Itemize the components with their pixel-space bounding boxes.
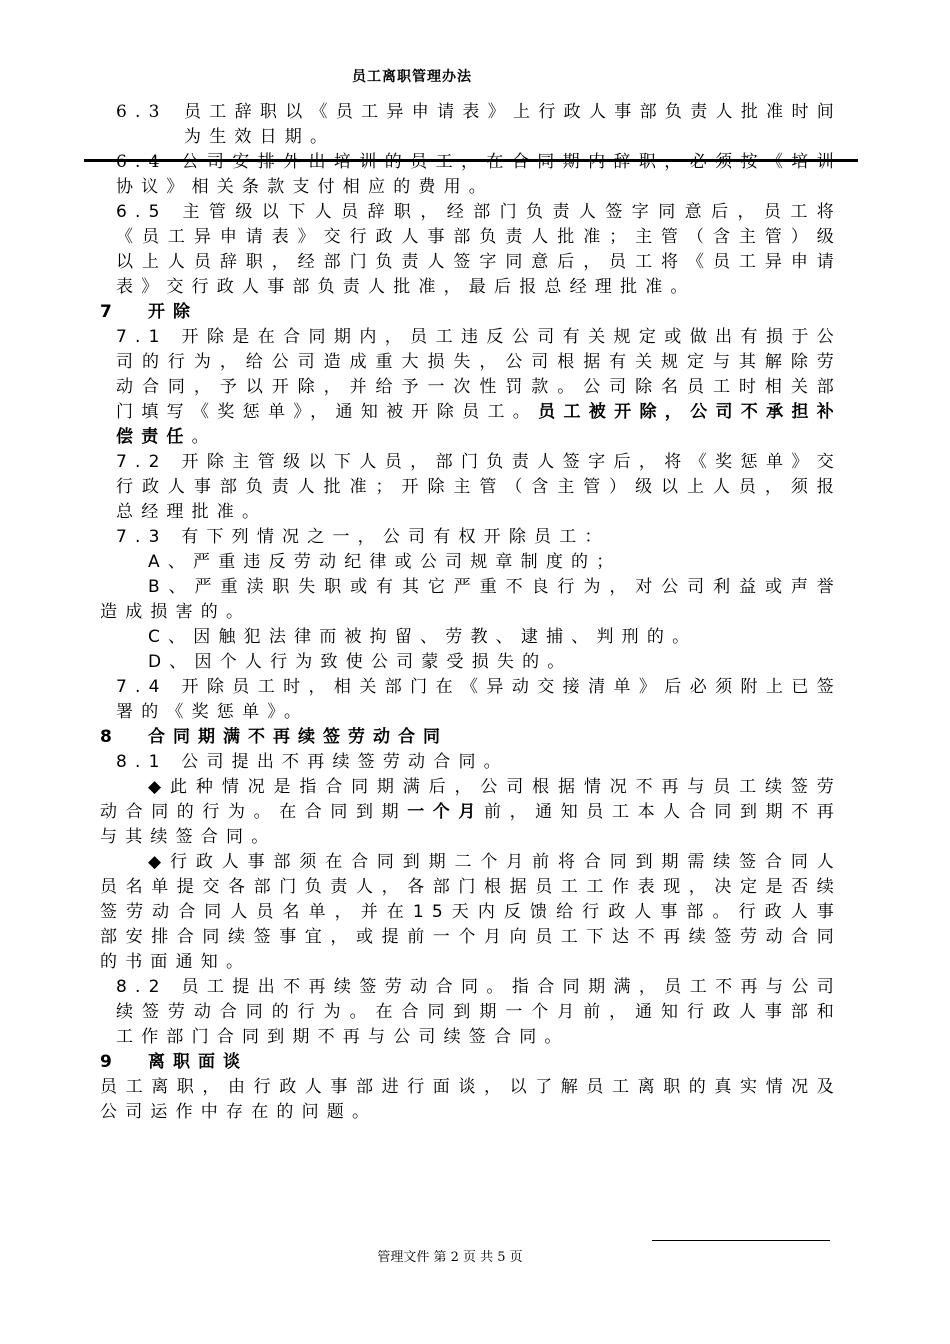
- section-number: 9: [100, 1052, 120, 1072]
- section-8-heading: [100, 725, 842, 750]
- clause-7-3: 7.3 有下列情况之一，公司有权开除员工：: [116, 527, 610, 547]
- clause-6-4: 6.4 公司安排外出培训的员工，在合同期内辞职，必须按《培训协议》相关条款支付相应的费用。: [116, 152, 842, 197]
- section-title: 开除: [148, 302, 198, 322]
- clause-7-4: 7.4 开除员工时，相关部门在《异动交接清单》后必须附上已签署的《奖惩单》。: [116, 677, 842, 722]
- bullet-end: 前，通知员工本人合同到期不再与其续签合同。: [100, 802, 842, 847]
- bullet-text: ◆此种情况是指合同期满后，公司根据情况不再与员工续签劳动合同的行为。在合同到期: [100, 777, 842, 822]
- bullet-item-1: [100, 775, 842, 850]
- clause-text: 员工辞职以《员工异申请表》上行政人事部负责人批准时间为生效日期。: [184, 102, 842, 147]
- bold-emphasis: 一个月: [407, 802, 484, 822]
- page-footer: 管理文件 第 2 页 共 5 页: [377, 1250, 523, 1265]
- section-7-heading: [100, 300, 842, 325]
- clause-7-2: 7.2 开除主管级以下人员，部门负责人签字后，将《奖惩单》交行政人事部负责人批准；开除主管（含主管）级以上人员，须报总经理批准。: [116, 452, 842, 522]
- clause-6-5: 6.5 主管级以下人员辞职，经部门负责人签字同意后，员工将《员工异申请表》交行政人事部负责人批准；主管（含主管）级以上人员辞职，经部门负责人签字同意后，员工将《员工异申请表》交行政人事部负责人批准，最后报总经理批准。: [116, 202, 842, 297]
- section-title: 合同期满不再续签劳动合同: [148, 727, 448, 747]
- section-number: 7: [100, 302, 120, 322]
- clause-text: 7.1 开除是在合同期内，员工违反公司有关规定或做出有损于公司的行为，给公司造成重大损失，公司根据有关规定与其解除劳动合同，予以开除，并给予一次性罚款。公司除名员工时相关部门填写《奖惩单》，通知被开除员工。: [116, 327, 842, 422]
- clause-6-3: [100, 100, 842, 150]
- clause-end: 。: [191, 427, 217, 447]
- document-body: [100, 100, 842, 1125]
- section-number: 8: [100, 727, 120, 747]
- footer-rule: [652, 1240, 830, 1241]
- page-header-title: 员工离职管理办法: [352, 69, 472, 85]
- list-item-a: A、严重违反劳动纪律或公司规章制度的；: [148, 552, 622, 572]
- bold-emphasis: 员工被开除，公司不承担补偿责任: [116, 402, 842, 447]
- section-9-paragraph: 员工离职，由行政人事部进行面谈，以了解员工离职的真实情况及公司运作中存在的问题。: [100, 1077, 842, 1122]
- clause-7-1: [100, 325, 842, 450]
- clause-8-2: 8.2 员工提出不再续签劳动合同。指合同期满，员工不再与公司续签劳动合同的行为。在合同到期一个月前，通知行政人事部和工作部门合同到期不再与公司续签合同。: [116, 977, 842, 1047]
- section-9-heading: [100, 1050, 842, 1075]
- clause-number: 6.3: [116, 102, 168, 122]
- bullet-item-2: ◆行政人事部须在合同到期二个月前将合同到期需续签合同人员名单提交各部门负责人，各部门根据员工工作表现，决定是否续签劳动合同人员名单，并在15天内反馈给行政人事部。行政人事部安排合同续签事宜，或提前一个月向员工下达不再续签劳动合同的书面通知。: [100, 852, 842, 972]
- section-title: 离职面谈: [148, 1052, 248, 1072]
- list-item-b: B、严重渎职失职或有其它严重不良行为，对公司利益或声誉造成损害的。: [100, 577, 842, 622]
- list-item-c: C、因触犯法律而被拘留、劳教、逮捕、判刑的。: [148, 627, 698, 647]
- clause-8-1: 8.1 公司提出不再续签劳动合同。: [116, 752, 509, 772]
- list-item-d: D、因个人行为致使公司蒙受损失的。: [148, 652, 573, 672]
